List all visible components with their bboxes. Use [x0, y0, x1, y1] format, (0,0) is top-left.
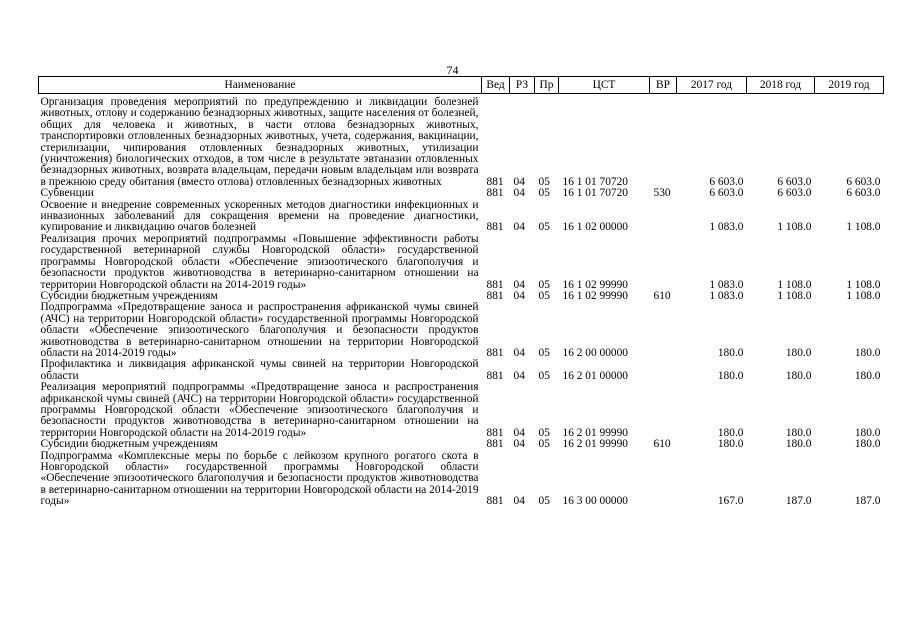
row-ved: 881 — [486, 221, 504, 234]
row-pr: 05 — [538, 426, 550, 439]
header-name: Наименование — [39, 77, 482, 94]
table-row — [39, 200, 884, 234]
table-row — [39, 382, 884, 439]
row-2018: 1 108.0 — [777, 278, 812, 291]
row-2018: 6 603.0 — [777, 187, 812, 200]
row-vr — [650, 302, 677, 359]
row-2017: 1 083.0 — [709, 289, 744, 302]
row-rz: 04 — [513, 438, 525, 451]
row-2018: 1 108.0 — [777, 221, 812, 234]
row-pr: 05 — [538, 278, 550, 291]
row-name: Субвенции — [40, 187, 94, 200]
row-rz: 04 — [513, 175, 525, 188]
table-row — [39, 234, 884, 291]
row-ved: 881 — [486, 438, 504, 451]
row-cst: 16 2 01 99990 — [562, 426, 628, 439]
header-2019: 2019 год — [815, 77, 884, 94]
table-row — [39, 302, 884, 359]
row-2019: 180.0 — [854, 426, 881, 439]
row-name: Профилактика и ликвидация африканской чумы свиней на территории Новгородской области — [40, 358, 479, 382]
row-name: Субсидии бюджетным учреждениям — [40, 438, 218, 451]
row-cst: 16 1 02 00000 — [562, 221, 628, 234]
row-2019: 6 603.0 — [846, 175, 881, 188]
row-2019: 1 108.0 — [846, 289, 881, 302]
row-name: Организация проведения мероприятий по предупреждению и ликвидации болезней животных, отлову и содержанию безнадзорных животных, защите населения от болезней, общих для человека и животных, в части отлова безнадзорных животных, транспортировки отловленных безнадзорных животных, учета, содержания, вакцинации, стерилизации, чипирования отловленных безнадзорных животных, утилизации (уничтожения) биологических отходов, в том числе в результате эвтаназии отловленных безнадзорных животных, возврата владельцам, передачи новым владельцам или возврата в прежнюю среду обитания (вместо отлова) отловленных безнадзорных животных — [40, 96, 479, 188]
row-vr: 610 — [653, 289, 671, 302]
row-ved: 881 — [486, 187, 504, 200]
row-vr: 610 — [653, 438, 671, 451]
row-2018: 180.0 — [785, 438, 812, 451]
row-pr: 05 — [538, 438, 550, 451]
row-2017: 6 603.0 — [709, 187, 744, 200]
row-name: Освоение и внедрение современных ускоренных методов диагностики инфекционных и инвазионных заболеваний для сокращения времени на проведение диагностики, купирование и ликвидацию очагов болезней — [40, 198, 479, 234]
table-row — [39, 451, 884, 508]
row-rz: 04 — [513, 495, 525, 508]
table-row — [39, 359, 884, 382]
table-row — [39, 97, 884, 188]
row-rz: 04 — [513, 346, 525, 359]
row-vr — [650, 234, 677, 291]
row-cst: 16 2 01 00000 — [562, 369, 628, 382]
row-rz: 04 — [513, 289, 525, 302]
page-number: 74 — [446, 63, 459, 77]
row-name: Подпрограмма «Предотвращение заноса и распространения африканской чумы свиней (АЧС) на территории Новгородской области» государственной программы Новгородской области «Обеспечение эпизоотического благополучия и безопасности продуктов животноводства в ветеринарно-санитарном отношении на территории Новгородской области на 2014-2019 годы» — [40, 301, 479, 359]
row-2018: 180.0 — [785, 369, 812, 382]
row-2019: 180.0 — [854, 438, 881, 451]
row-ved: 881 — [486, 175, 504, 188]
row-cst: 16 1 02 99990 — [562, 289, 628, 302]
row-2017: 1 083.0 — [709, 221, 744, 234]
row-ved: 881 — [486, 278, 504, 291]
row-rz: 04 — [513, 369, 525, 382]
table-row — [39, 439, 884, 450]
row-name: Субсидии бюджетным учреждениям — [40, 289, 218, 302]
row-cst: 16 1 01 70720 — [562, 175, 628, 188]
row-vr: 530 — [653, 187, 671, 200]
row-ved: 881 — [486, 369, 504, 382]
row-2019: 180.0 — [854, 369, 881, 382]
header-rz: РЗ — [510, 77, 535, 94]
header-cst: ЦСТ — [559, 77, 650, 94]
row-ved: 881 — [486, 495, 504, 508]
header-ved: Вед — [482, 77, 510, 94]
row-2017: 6 603.0 — [709, 175, 744, 188]
row-pr: 05 — [538, 369, 550, 382]
row-pr: 05 — [538, 495, 550, 508]
row-vr — [650, 359, 677, 382]
row-pr: 05 — [538, 289, 550, 302]
row-name: Подпрограмма «Комплексные меры по борьбе с лейкозом крупного рогатого скота в Новгородской области» государственной программы Новгородской области «Обеспечение эпизоотического благополучия и безопасности продуктов животноводства в ветеринарно-санитарном отношении на территории Новгородской области на 2014-2019 годы» — [40, 449, 479, 508]
row-2017: 180.0 — [717, 369, 744, 382]
row-rz: 04 — [513, 426, 525, 439]
header-2018: 2018 год — [747, 77, 815, 94]
row-2019: 180.0 — [854, 346, 881, 359]
row-2019: 187.0 — [854, 495, 881, 508]
row-rz: 04 — [513, 221, 525, 234]
row-2018: 1 108.0 — [777, 289, 812, 302]
row-rz: 04 — [513, 187, 525, 200]
header-row — [39, 77, 884, 94]
header-vr: ВР — [650, 77, 677, 94]
row-2018: 180.0 — [785, 346, 812, 359]
header-pr: Пр — [535, 77, 559, 94]
row-cst: 16 2 01 99990 — [562, 438, 628, 451]
row-2017: 1 083.0 — [709, 278, 744, 291]
row-vr — [650, 97, 677, 188]
row-2019: 1 108.0 — [846, 221, 881, 234]
row-pr: 05 — [538, 346, 550, 359]
header-2017: 2017 год — [677, 77, 747, 94]
row-vr — [650, 200, 677, 234]
row-cst: 16 1 01 70720 — [562, 187, 628, 200]
row-2019: 1 108.0 — [846, 278, 881, 291]
row-ved: 881 — [486, 289, 504, 302]
row-pr: 05 — [538, 221, 550, 234]
row-name: Реализация мероприятий подпрограммы «Предотвращение заноса и распространения африканской чумы свиней (АЧС) на территории Новгородской области» государственной программы Новгородской области «Обеспечение эпизоотического благополучия и безопасности продуктов животноводства в ветеринарно-санитарном отношении на территории Новгородской области на 2014-2019 годы» — [40, 381, 479, 439]
row-name: Реализация прочих мероприятий подпрограммы «Повышение эффективности работы государственной ветеринарной службы Новгородской области» государственной программы Новгородской области «Обеспечение эпизоотического благополучия и безопасности продуктов животноводства в ветеринарно-санитарном отношении на территории Новгородской области на 2014-2019 годы» — [40, 232, 479, 291]
budget-table — [38, 76, 884, 508]
row-ved: 881 — [486, 426, 504, 439]
row-2019: 6 603.0 — [846, 187, 881, 200]
row-vr — [650, 382, 677, 439]
row-2017: 180.0 — [717, 426, 744, 439]
row-2018: 6 603.0 — [777, 175, 812, 188]
row-2018: 180.0 — [785, 426, 812, 439]
row-2018: 187.0 — [785, 495, 812, 508]
row-pr: 05 — [538, 187, 550, 200]
row-rz: 04 — [513, 278, 525, 291]
row-2017: 167.0 — [717, 495, 744, 508]
row-vr — [650, 451, 677, 508]
row-cst: 16 2 00 00000 — [562, 346, 628, 359]
row-cst: 16 3 00 00000 — [562, 495, 628, 508]
table-row — [39, 188, 884, 199]
row-cst: 16 1 02 99990 — [562, 278, 628, 291]
row-2017: 180.0 — [717, 346, 744, 359]
row-pr: 05 — [538, 175, 550, 188]
row-ved: 881 — [486, 346, 504, 359]
row-2017: 180.0 — [717, 438, 744, 451]
